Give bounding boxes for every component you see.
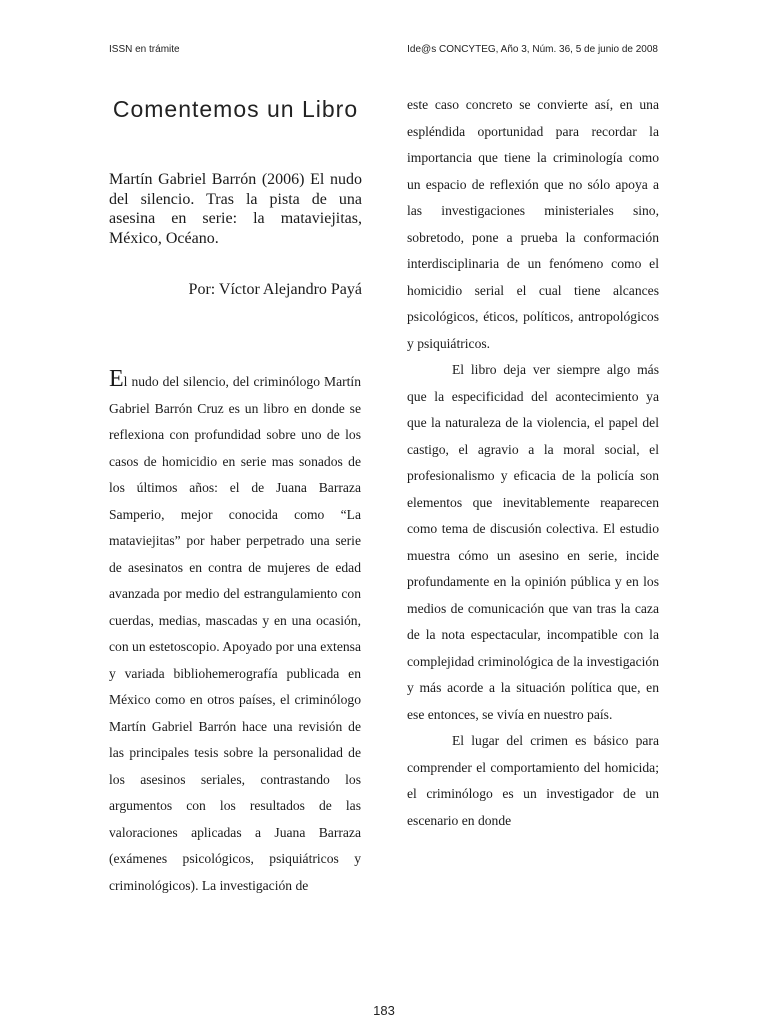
drop-cap: E: [109, 366, 124, 392]
page-number: 183: [373, 1003, 395, 1018]
book-reference: Martín Gabriel Barrón (2006) El nudo del silencio. Tras la pista de una asesina en serie: la mataviejitas, México, Océano.: [109, 171, 362, 247]
review-author: Por: Víctor Alejandro Payá: [188, 281, 362, 298]
left-column: [109, 366, 361, 899]
running-header-journal: Ide@s CONCYTEG, Año 3, Núm. 36, 5 de junio de 2008: [407, 44, 658, 55]
body-paragraph: [109, 366, 361, 899]
body-paragraph: El lugar del crimen es básico para comprender el comportamiento del homicida; el criminólogo es un investigador de un escenario en donde: [407, 733, 659, 828]
running-header-issn: ISSN en trámite: [109, 44, 180, 55]
right-column: [407, 92, 659, 834]
body-paragraph: este caso concreto se convierte así, en una espléndida oportunidad para recordar la importancia que tiene la criminología como un espacio de reflexión que no sólo apoya a las investigaciones ministeriales sino, sobretodo, pone a prueba la conformación interdisciplinaria de un fenómeno como el homicidio serial el cual tiene alcances psicológicos, éticos, políticos, antropológicos y psiquiátricos.: [407, 97, 659, 351]
article-title: Comentemos un Libro: [112, 96, 359, 122]
paragraph-text: l nudo del silencio, del criminólogo Martín Gabriel Barrón Cruz es un libro en donde se reflexiona con profundidad sobre uno de los casos de homicidio en serie mas sonados de los últimos años: el de Juana Barraza Samperio, mejor conocida como “La mataviejitas” por haber perpetrado una serie de asesinatos en contra de mujeres de edad avanzada por medio del estrangulamiento con cuerdas, medias, mascadas y en una ocasión, con un estetoscopio. Apoyado por una extensa y variada bibliohemerografía publicada en México como en otros países, el criminólogo Martín Gabriel Barrón hace una revisión de las principales tesis sobre la personalidad de los asesinos seriales, contrastando los argumentos con los resultados de las valoraciones aplicadas a Juana Barraza (exámenes psicológicos, psiquiátricos y criminológicos). La investigación de: [109, 374, 361, 893]
body-paragraph: El libro deja ver siempre algo más que la especificidad del acontecimiento ya que la naturaleza de la violencia, el papel del castigo, el agravio a la moral social, el profesionalismo y eficacia de la policía son elementos que inevitablemente reaparecen como tema de discusión colectiva. El estudio muestra cómo un asesino en serie, incide profundamente en la opinión pública y en los medios de comunicación que van tras la caza de la nota espectacular, incompatible con la complejidad criminológica de la investigación y más acorde a la situación política que, en ese entonces, se vivía en nuestro país.: [407, 362, 659, 722]
